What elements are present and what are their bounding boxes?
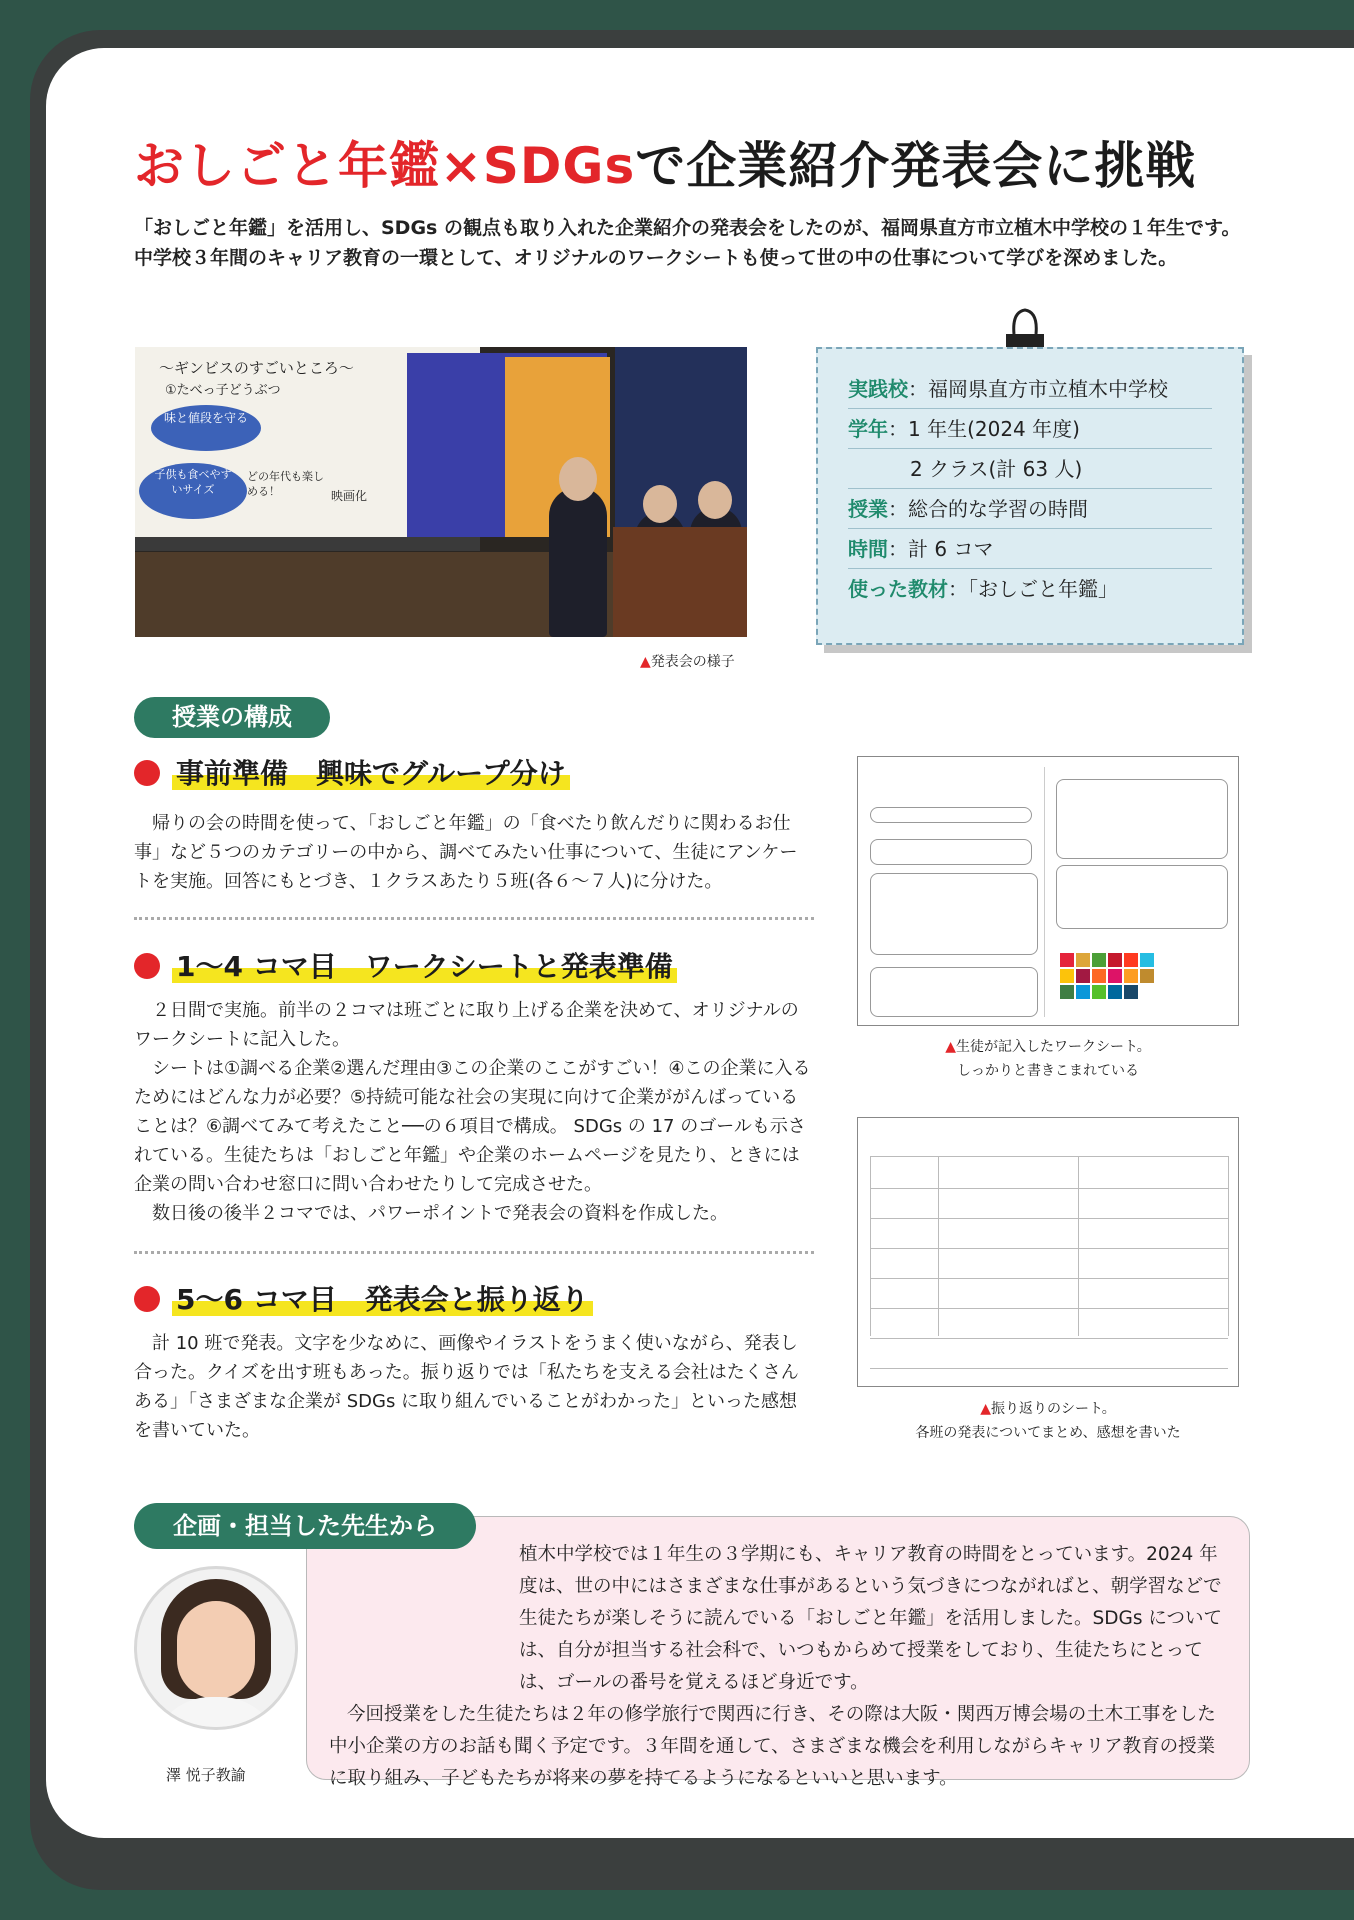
dotted-divider [134,917,814,920]
slide-bubble-1-text: 味と値段を守る [163,411,248,425]
slide-note-1: どの年代も楽しめる！ [247,470,324,498]
teacher-comment-1: 植木中学校では１年生の３学期にも、キャリア教育の時間をとっています。2024 年度は、世の中にはさまざまな仕事があるという気づきにつながればと、朝学習などで生徒たちが楽しそうに読んでいる「おしごと年鑑」を活用しました。SDGs については、自分が担当する社会科で、いつもからめて授業をしており、生徒たちにとっては、ゴールの番号を覚えるほど身近です。 [519,1544,1222,1693]
triangle-icon: ▲ [980,1401,992,1417]
info-row-subject: 授業：総合的な学習の時間 [848,489,1212,529]
section-text-prep: 帰りの会の時間を使って、「おしごと年鑑」の「食べたり飲んだりに関わるお仕事」など５つのカテゴリーの中から、調べてみたい仕事について、生徒にアンケートを実施。回答にもとづき、１クラスあたり５班(各６〜７人)に分けた。 [134,813,798,892]
title-part2: で企業紹介発表会に挑戦 [635,137,1197,195]
worksheet-image [857,756,1239,1026]
teacher-name: 澤 悦子教諭 [166,1766,246,1784]
title-part1: おしごと年鑑×SDGs [134,137,636,195]
slide-point: ①たべっ子どうぶつ [165,383,281,398]
red-dot-icon [134,760,160,786]
section-label: 授業の構成 [134,697,330,738]
info-row-school: 実践校：福岡県直方市立植木中学校 [848,369,1212,409]
info-row-grade: 学年：1 年生(2024 年度) [848,409,1212,449]
info-row-material: 使った教材：「おしごと年鑑」 [848,577,1118,601]
page-title [134,126,1196,198]
teacher-comment-box [306,1516,1250,1789]
section-text-worksheet-3: 数日後の後半２コマでは、パワーポイントで発表会の資料を作成した。 [152,1203,728,1224]
triangle-icon: ▲ [945,1039,957,1055]
section-text-worksheet-2: シートは①調べる企業②選んだ理由③この企業のここがすごい！④この企業に入るためにはどんな力が必要？⑤持続可能な社会の実現に向けて企業ががんばっていることは？⑥調べてみて考えたこと──の６項目で構成。 SDGs の 17 のゴールも示されている。生徒たちは「おしごと年鑑」や企業のホームページを見たり、ときには企業の問い合わせ窓口に問い合わせたりして完成させた。 [134,1058,811,1195]
section-heading-prep: 事前準備 興味でグループ分け [134,754,570,794]
dotted-divider [134,1251,814,1254]
red-dot-icon [134,1286,160,1312]
red-dot-icon [134,953,160,979]
info-box [816,347,1244,645]
lead-paragraph: 「おしごと年鑑」を活用し、SDGs の観点も取り入れた企業紹介の発表会をしたのが、福岡県直方市立植木中学校の１年生です。中学校３年間のキャリア教育の一環として、オリジナルのワークシートも使って世の中の仕事について学びを深めました。 [134,217,1241,269]
triangle-icon: ▲ [640,654,651,670]
section-heading-presentation: 5〜6 コマ目 発表会と振り返り [134,1280,593,1320]
slide-bubble-2-text: 子供も食べやすいサイズ [154,468,232,496]
section-text-presentation: 計 10 班で発表。文字を少なめに、画像やイラストをうまく使いながら、発表し合った。クイズを出す班もあった。振り返りでは「私たちを支える会社はたくさんある」「さまざまな企業が SDGs に取り組んでいることがわかった」といった感想を書いていた。 [134,1333,799,1441]
section-text-worksheet-1: ２日間で実施。前半の２コマは班ごとに取り上げる企業を決めて、オリジナルのワークシートに記入した。 [134,1000,799,1050]
presentation-photo [135,347,747,637]
teacher-label: 企画・担当した先生から [134,1503,476,1549]
reflection-sheet-caption: ▲振り返りのシート。 各班の発表についてまとめ、感想を書いた [915,1401,1181,1441]
slide-title: 〜ギンビスのすごいところ〜 [159,359,354,377]
reflection-sheet-image [857,1117,1239,1387]
slide-note-2: 映画化 [331,489,368,503]
photo-caption: ▲発表会の様子 [640,654,735,670]
info-row-time: 時間：計 6 コマ [848,529,1212,569]
teacher-comment-2: 今回授業をした生徒たちは２年の修学旅行で関西に行き、その際は大阪・関西万博会場の土木工事をした中小企業の方のお話も聞く予定です。３年間を通して、さまざまな機会を利用しながらキャリア教育の授業に取り組み、子どもたちが将来の夢を持てるようになるといいと思います。 [329,1704,1216,1789]
worksheet-caption: ▲生徒が記入したワークシート。 しっかりと書きこまれている [945,1039,1151,1079]
section-heading-worksheet: 1〜4 コマ目 ワークシートと発表準備 [134,947,677,987]
teacher-avatar [134,1566,298,1730]
info-row-classes: 2 クラス(計 63 人) [848,449,1212,489]
